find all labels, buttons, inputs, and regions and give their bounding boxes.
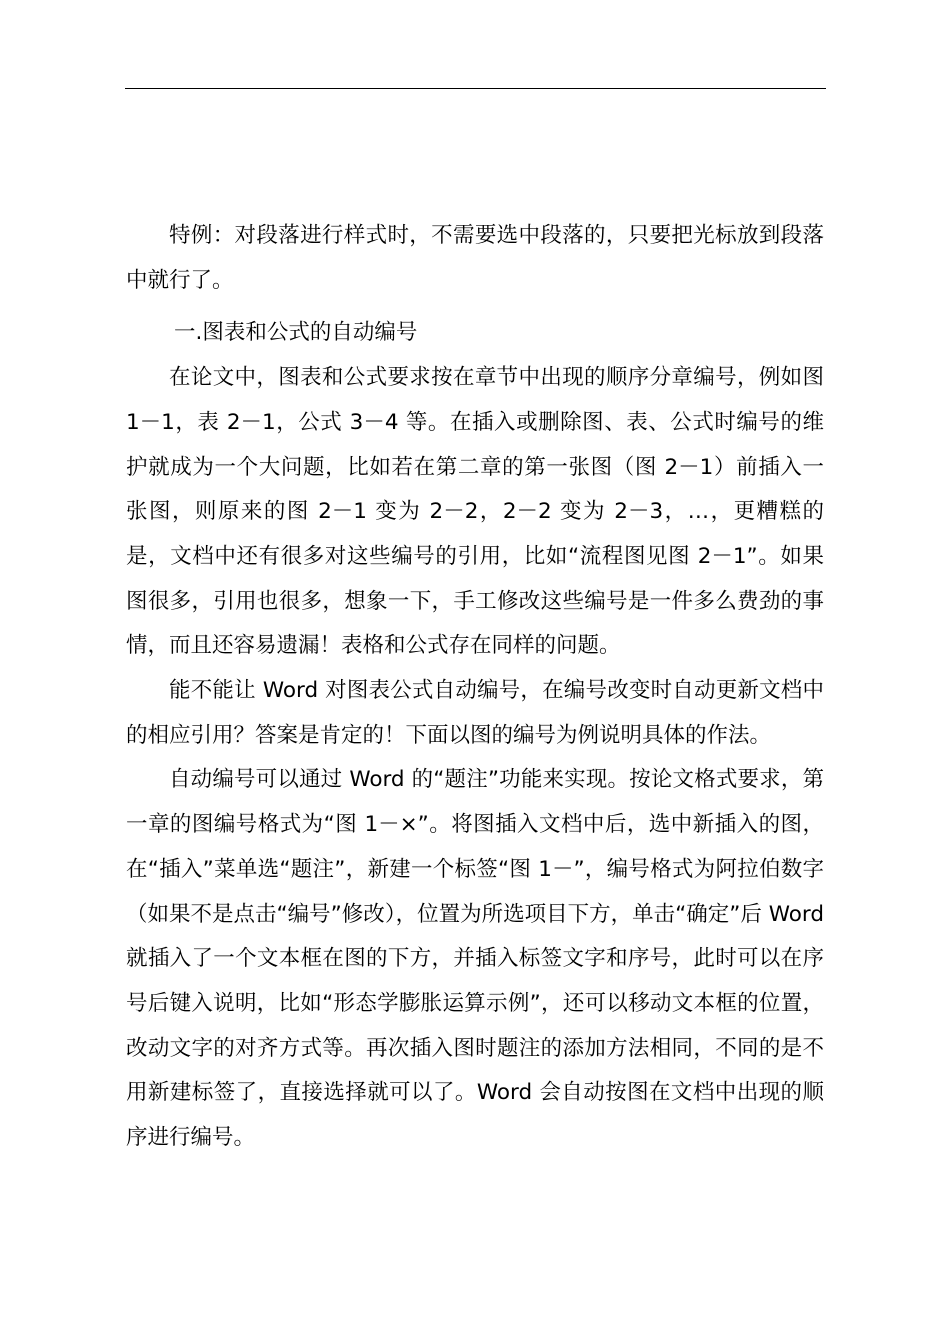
paragraph-special-case: 特例：对段落进行样式时，不需要选中段落的，只要把光标放到段落中就行了。 (126, 223, 824, 293)
document-body (126, 214, 824, 1161)
paragraph-word-auto-numbering: 能不能让 Word 对图表公式自动编号，在编号改变时自动更新文档中的相应引用？答案是肯定的！下面以图的编号为例说明具体的作法。 (126, 678, 824, 748)
paragraph-numbering-problem: 在论文中，图表和公式要求按在章节中出现的顺序分章编号，例如图 1－1，表 2－1，公式 3－4 等。在插入或删除图、表、公式时编号的维护就成为一个大问题，比如若在第二章的第一张图（图 2－1）前插入一张图，则原来的图 2－1 变为 2－2，2－2 变为 2－3，…，更糟糕的是，文档中还有很多对这些编号的引用，比如“流程图见图 2－1”。如果图很多，引用也很多，想象一下，手工修改这些编号是一件多么费劲的事情，而且还容易遗漏！表格和公式存在同样的问题。 (126, 365, 824, 659)
section-heading: 一.图表和公式的自动编号 (174, 320, 418, 346)
paragraph-caption-method: 自动编号可以通过 Word 的“题注”功能来实现。按论文格式要求，第一章的图编号格式为“图 1－×”。将图插入文档中后，选中新插入的图，在“插入”菜单选“题注”，新建一个标签“图 1－”，编号格式为阿拉伯数字（如果不是点击“编号”修改），位置为所选项目下方，单击“确定”后 Word 就插入了一个文本框在图的下方，并插入标签文字和序号，此时可以在序号后键入说明，比如“形态学膨胀运算示例”，还可以移动文本框的位置，改动文字的对齐方式等。再次插入图时题注的添加方法相同，不同的是不用新建标签了，直接选择就可以了。Word 会自动按图在文档中出现的顺序进行编号。 (126, 767, 824, 1151)
header-rule (125, 88, 826, 89)
